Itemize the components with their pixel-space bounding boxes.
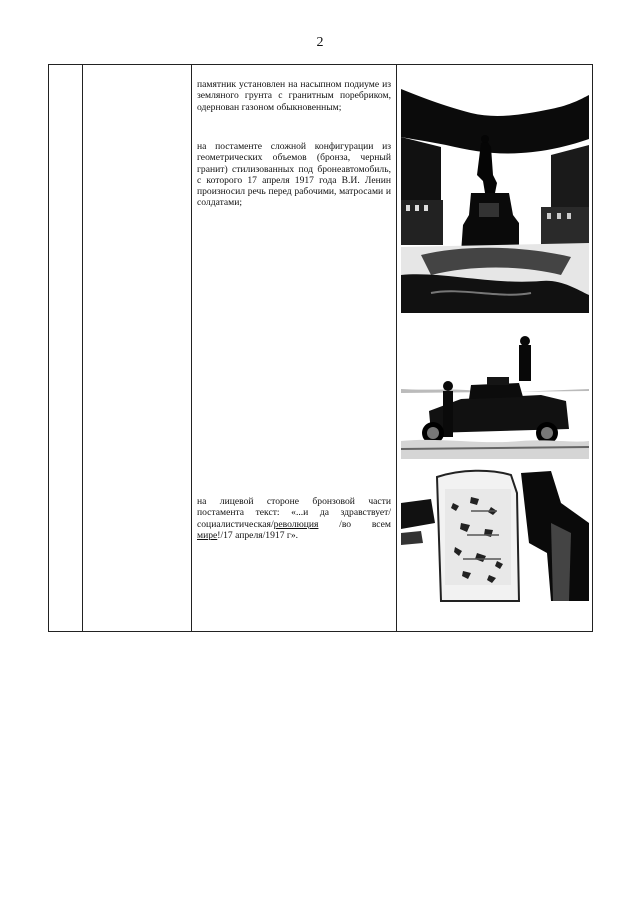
armored-car-photo bbox=[401, 329, 589, 459]
inscription-description bbox=[197, 496, 391, 541]
column-divider bbox=[396, 65, 397, 631]
inscription-suffix: !/17 апреля/1917 г». bbox=[217, 529, 299, 541]
inscription-photo bbox=[401, 463, 589, 603]
inscription-word-world: мире bbox=[197, 529, 218, 541]
document-table bbox=[48, 64, 593, 632]
podium-description: памятник установлен на насыпном подиуме из земляного грунта с гранитным поребриком, одернован газоном обыкновенным; bbox=[197, 79, 391, 113]
armored-car-with-soldier-icon bbox=[401, 329, 589, 459]
inscription-word-revolution: революция bbox=[273, 518, 319, 530]
monument-on-podium-icon bbox=[401, 75, 589, 313]
inscription-prefix: на лицевой стороне бронзовой части постамента текст: «...и да здравствует/социалистическая/ bbox=[197, 496, 391, 530]
column-divider bbox=[82, 65, 83, 631]
pedestal-description: на постаменте сложной конфигурации из геометрических объемов (бронза, черный гранит) стилизованных под бронеавтомобиль, с которого 17 апреля 1917 года В.И. Ленин произносил речь перед рабочими, матросами и солдатами; bbox=[197, 141, 391, 209]
monument-photo bbox=[401, 75, 589, 313]
column-divider bbox=[191, 65, 192, 631]
inscription-middle: /во всем bbox=[318, 518, 391, 530]
bronze-plinth-inscription-icon bbox=[401, 463, 589, 603]
page-number: 2 bbox=[316, 35, 324, 50]
